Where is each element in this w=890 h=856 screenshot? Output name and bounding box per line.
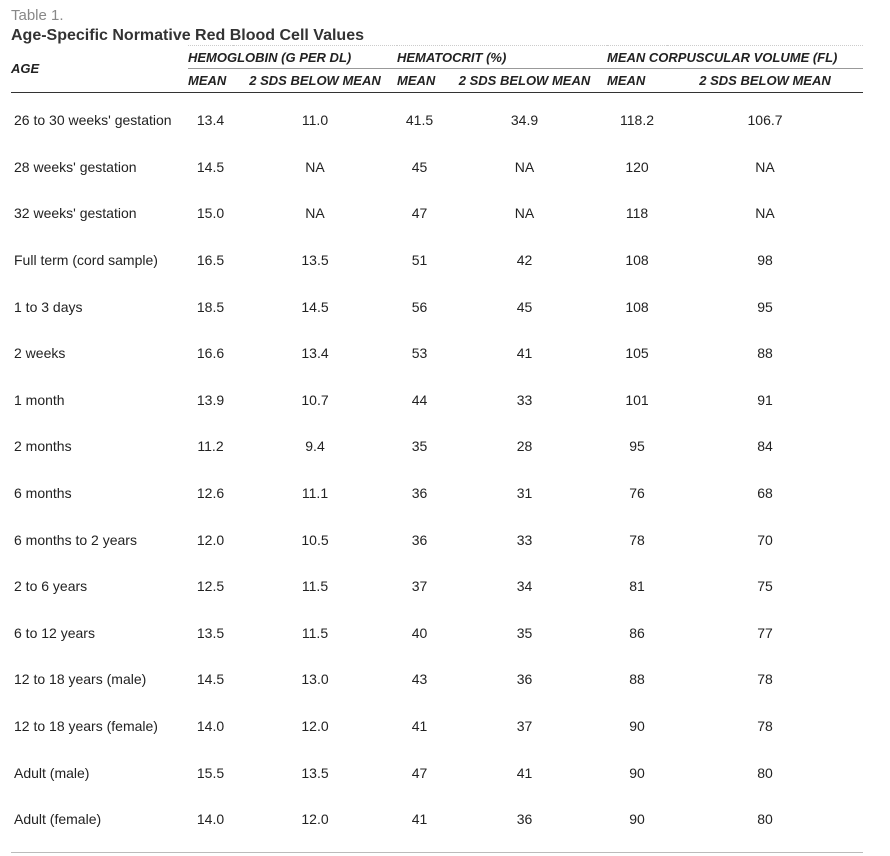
hgb-mean-cell: 18.5 xyxy=(196,298,225,315)
hct-mean-cell: 47 xyxy=(411,205,428,222)
mcv-mean-cell: 88 xyxy=(629,671,645,688)
hgb-2sd-cell: 11.5 xyxy=(301,624,329,641)
age-cell: 26 to 30 weeks' gestation xyxy=(14,112,172,129)
hct-mean-cell: 45 xyxy=(411,158,428,175)
table-row xyxy=(11,516,863,563)
hct-2sd-cell: 42 xyxy=(516,252,533,269)
hct-mean-cell: 36 xyxy=(411,485,428,502)
hgb-mean-cell: 15.0 xyxy=(196,205,225,222)
age-cell: 1 to 3 days xyxy=(14,298,83,315)
mcv-mean-cell: 86 xyxy=(629,624,645,641)
hgb-mean-cell: 14.0 xyxy=(196,718,225,735)
hgb-2sd-cell: NA xyxy=(305,158,325,175)
age-cell: Full term (cord sample) xyxy=(14,252,158,269)
hct-mean-cell: 41 xyxy=(411,811,428,828)
hgb-mean-cell: 12.6 xyxy=(196,485,225,502)
age-cell: 2 weeks xyxy=(14,345,66,362)
mcv-2sd-cell: 80 xyxy=(757,811,773,828)
table-row xyxy=(11,377,863,424)
hgb-mean-cell: 13.4 xyxy=(196,112,225,129)
hgb-mean-cell: 13.5 xyxy=(196,624,225,641)
hgb-mean-cell: 16.5 xyxy=(196,252,225,269)
hgb-2sd-cell: NA xyxy=(305,205,325,222)
age-cell: 2 to 6 years xyxy=(14,578,88,595)
hgb-2sd-cell: 13.0 xyxy=(301,671,329,688)
hgb-mean-cell: 15.5 xyxy=(196,764,225,781)
age-cell: 6 months to 2 years xyxy=(14,531,137,548)
table-row xyxy=(11,656,863,703)
mcv-mean-cell: 120 xyxy=(625,158,649,175)
table-row xyxy=(11,237,863,284)
table-row xyxy=(11,144,863,191)
mcv-mean-cell: 101 xyxy=(625,391,649,408)
age-cell: 6 months xyxy=(14,485,72,502)
mcv-2sd-cell: 75 xyxy=(757,578,773,595)
hgb-mean-cell: 13.9 xyxy=(196,391,225,408)
mcv-mean-cell: 95 xyxy=(629,438,645,455)
hct-2sd-cell: 41 xyxy=(516,764,533,781)
hct-mean-cell: 41.5 xyxy=(405,112,434,129)
mcv-2sd-cell: 91 xyxy=(757,391,773,408)
hct-2sd-cell: 41 xyxy=(516,345,533,362)
hgb-mean-cell: 14.5 xyxy=(196,158,225,175)
hgb-mean-cell: 11.2 xyxy=(197,438,224,455)
age-cell: 2 months xyxy=(14,438,72,455)
hct-2sd-cell: NA xyxy=(514,205,535,222)
hgb-2sd-cell: 11.1 xyxy=(301,485,329,502)
hgb-mean-cell: 14.5 xyxy=(196,671,225,688)
mcv-2sd-cell: 77 xyxy=(757,624,773,641)
rbc-values-table xyxy=(11,45,863,843)
header-hgb-2sd: 2 SDS BELOW MEAN xyxy=(233,69,397,93)
mcv-mean-cell: 90 xyxy=(629,764,645,781)
age-cell: 6 to 12 years xyxy=(14,624,95,641)
mcv-2sd-cell: 78 xyxy=(757,671,773,688)
mcv-2sd-cell: NA xyxy=(755,158,775,175)
mcv-mean-cell: 78 xyxy=(629,531,645,548)
mcv-mean-cell: 108 xyxy=(625,298,649,315)
mcv-2sd-cell: 106.7 xyxy=(747,112,783,129)
table-row xyxy=(11,283,863,330)
mcv-mean-cell: 76 xyxy=(629,485,645,502)
mcv-2sd-cell: 84 xyxy=(757,438,773,455)
header-mcv: MEAN CORPUSCULAR VOLUME (FL) xyxy=(607,46,863,69)
hct-mean-cell: 40 xyxy=(411,624,428,641)
hgb-2sd-cell: 11.5 xyxy=(301,578,329,595)
hct-mean-cell: 35 xyxy=(411,438,428,455)
mcv-2sd-cell: NA xyxy=(755,205,775,222)
header-age: AGE xyxy=(11,46,188,93)
header-hemoglobin: HEMOGLOBIN (G PER DL) xyxy=(188,46,397,69)
hct-2sd-cell: 33 xyxy=(516,531,533,548)
bottom-divider xyxy=(11,852,863,853)
table-row xyxy=(11,330,863,377)
age-cell: 1 month xyxy=(14,391,65,408)
hct-2sd-cell: 28 xyxy=(516,438,533,455)
hct-mean-cell: 51 xyxy=(411,252,428,269)
age-cell: Adult (male) xyxy=(14,764,90,781)
mcv-mean-cell: 105 xyxy=(625,345,649,362)
hct-mean-cell: 37 xyxy=(411,578,428,595)
table-title: Age-Specific Normative Red Blood Cell Values xyxy=(11,27,364,44)
header-hct-mean: MEAN xyxy=(397,69,442,93)
table-row xyxy=(11,93,863,144)
mcv-mean-cell: 90 xyxy=(629,811,645,828)
mcv-2sd-cell: 78 xyxy=(757,718,773,735)
header-hematocrit: HEMATOCRIT (%) xyxy=(397,46,607,69)
hgb-mean-cell: 12.0 xyxy=(196,531,225,548)
hct-2sd-cell: 35 xyxy=(516,624,533,641)
table-row xyxy=(11,703,863,750)
header-hct-2sd: 2 SDS BELOW MEAN xyxy=(442,69,607,93)
hgb-2sd-cell: 13.4 xyxy=(301,345,329,362)
hct-2sd-cell: 37 xyxy=(516,718,533,735)
hgb-2sd-cell: 14.5 xyxy=(301,298,329,315)
table-row xyxy=(11,190,863,237)
hct-2sd-cell: NA xyxy=(514,158,535,175)
hct-2sd-cell: 34.9 xyxy=(510,112,539,129)
hgb-2sd-cell: 10.5 xyxy=(301,531,329,548)
hct-mean-cell: 56 xyxy=(411,298,428,315)
age-cell: Adult (female) xyxy=(14,811,102,828)
hct-mean-cell: 44 xyxy=(411,391,428,408)
table-row xyxy=(11,563,863,610)
hct-2sd-cell: 34 xyxy=(516,578,533,595)
age-cell: 12 to 18 years (female) xyxy=(14,718,158,735)
hgb-mean-cell: 12.5 xyxy=(196,578,225,595)
hct-mean-cell: 47 xyxy=(411,764,428,781)
table-row xyxy=(11,796,863,843)
hct-2sd-cell: 36 xyxy=(516,671,533,688)
hgb-2sd-cell: 13.5 xyxy=(301,252,329,269)
hgb-2sd-cell: 13.5 xyxy=(301,764,329,781)
hct-mean-cell: 41 xyxy=(411,718,428,735)
age-cell: 28 weeks' gestation xyxy=(14,158,137,175)
mcv-2sd-cell: 70 xyxy=(757,531,773,548)
mcv-mean-cell: 81 xyxy=(629,578,645,595)
mcv-mean-cell: 118.2 xyxy=(620,112,655,129)
hgb-2sd-cell: 11.0 xyxy=(301,112,329,129)
hgb-mean-cell: 14.0 xyxy=(196,811,225,828)
table-row xyxy=(11,470,863,517)
table-row xyxy=(11,423,863,470)
hct-mean-cell: 43 xyxy=(411,671,428,688)
table-body xyxy=(11,93,863,843)
hgb-2sd-cell: 12.0 xyxy=(301,718,329,735)
header-hgb-mean: MEAN xyxy=(188,69,233,93)
hct-2sd-cell: 31 xyxy=(516,485,533,502)
age-cell: 12 to 18 years (male) xyxy=(14,671,147,688)
table-label: Table 1. xyxy=(11,7,64,24)
mcv-mean-cell: 108 xyxy=(625,252,649,269)
header-mcv-2sd: 2 SDS BELOW MEAN xyxy=(667,69,863,93)
header-mcv-mean: MEAN xyxy=(607,69,667,93)
mcv-2sd-cell: 80 xyxy=(757,764,773,781)
hgb-2sd-cell: 10.7 xyxy=(301,391,329,408)
age-cell: 32 weeks' gestation xyxy=(14,205,137,222)
hgb-mean-cell: 16.6 xyxy=(196,345,225,362)
table-row xyxy=(11,610,863,657)
hct-mean-cell: 36 xyxy=(411,531,428,548)
mcv-mean-cell: 118 xyxy=(625,205,649,222)
table-row xyxy=(11,749,863,796)
hct-2sd-cell: 33 xyxy=(516,391,533,408)
hct-2sd-cell: 36 xyxy=(516,811,533,828)
hct-2sd-cell: 45 xyxy=(516,298,533,315)
mcv-2sd-cell: 98 xyxy=(757,252,773,269)
hgb-2sd-cell: 12.0 xyxy=(301,811,329,828)
mcv-2sd-cell: 88 xyxy=(757,345,773,362)
hct-mean-cell: 53 xyxy=(411,345,428,362)
hgb-2sd-cell: 9.4 xyxy=(305,438,325,455)
mcv-mean-cell: 90 xyxy=(629,718,645,735)
mcv-2sd-cell: 95 xyxy=(757,298,773,315)
mcv-2sd-cell: 68 xyxy=(757,485,773,502)
